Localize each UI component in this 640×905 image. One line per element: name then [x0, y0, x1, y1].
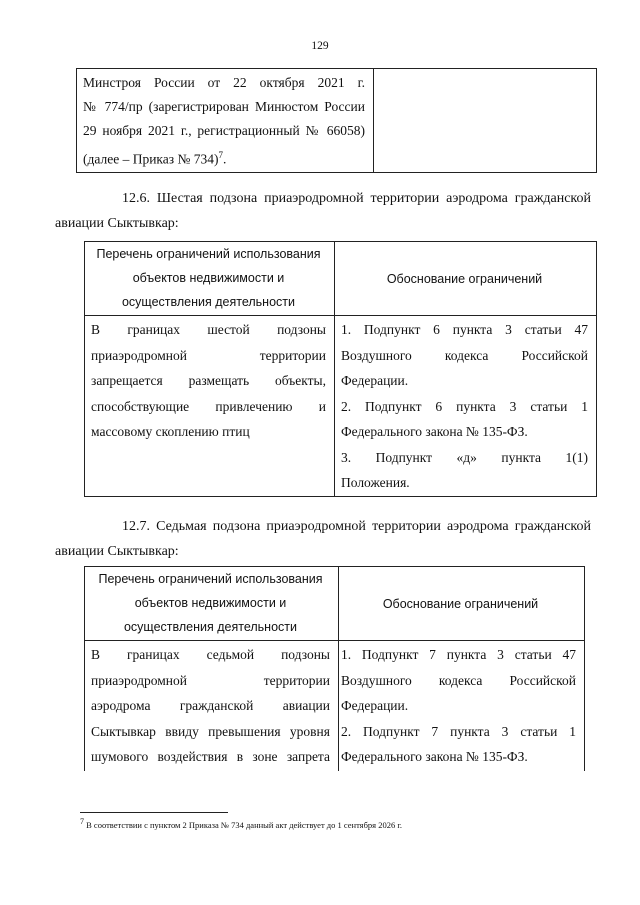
header-line: Перечень ограничений использования [96, 247, 321, 261]
continuation-line-last: (далее – Приказ № 734)$^7$. [83, 150, 227, 167]
footnote [80, 817, 402, 830]
restriction-line: шумового воздействия в зоне запрета [91, 749, 330, 764]
restrictions-cell [85, 316, 335, 497]
header-line: осуществления деятельности [123, 620, 297, 634]
footnote-text: В соответствии с пунктом 2 Приказа № 734 данный акт действует до 1 сентября 2026 г. [86, 819, 402, 830]
restriction-line: приаэродромной территории [91, 347, 326, 363]
justification-line: Федерального закона № 135-ФЗ. [341, 749, 528, 764]
header-line: Перечень ограничений использования [98, 572, 323, 586]
justification-line: Федерального закона № 135-ФЗ. [341, 424, 528, 439]
section-6-heading-line1: 12.6. Шестая подзона приаэродромной территории аэродрома гражданской [122, 191, 591, 206]
restrictions-cell [85, 641, 339, 771]
justification-line: 3. Подпункт «д» пункта 1(1) [341, 449, 588, 465]
restriction-line: массовому скоплению птиц [91, 424, 250, 439]
justification-line: Воздушного кодекса Российской [341, 347, 588, 363]
section-7-heading [55, 514, 591, 564]
restriction-line: запрещается размещать объекты, [91, 373, 326, 388]
justification-line: 1. Подпункт 7 пункта 3 статьи 47 [341, 647, 576, 662]
continuation-line: 29 ноября 2021 г., регистрационный № 66058) [83, 123, 365, 138]
column-header-justification: Обоснование ограничений [335, 242, 597, 316]
column-header-restrictions [85, 242, 335, 316]
justification-line: 2. Подпункт 7 пункта 3 статьи 1 [341, 723, 576, 739]
restriction-line: Сыктывкар ввиду превышения уровня [91, 723, 330, 739]
header-line: осуществления деятельности [121, 295, 295, 309]
header-line: объектов недвижимости и [134, 596, 287, 610]
justification-line: 2. Подпункт 6 пункта 3 статьи 1 [341, 398, 588, 414]
justification-line: Воздушного кодекса Российской [341, 672, 576, 688]
justification-cell [335, 316, 597, 497]
restriction-line: В границах шестой подзоны [91, 322, 326, 337]
continuation-line: № 774/пр (зарегистрирован Минюстом России [83, 99, 365, 114]
page-number: 129 [311, 40, 329, 52]
footnote-number: 7 [80, 817, 84, 826]
restriction-line: В границах седьмой подзоны [91, 647, 330, 662]
justification-line: Федерации. [341, 698, 409, 713]
section-6-table [84, 241, 597, 497]
restriction-line: способствующие привлечению и [91, 398, 326, 414]
section-6-heading-line2: авиации Сыктывкар: [55, 216, 179, 231]
section-7-heading-line2: авиации Сыктывкар: [55, 544, 179, 559]
justification-line: 1. Подпункт 6 пункта 3 статьи 47 [341, 322, 588, 337]
restriction-line: приаэродромной территории [91, 672, 330, 688]
header-line: объектов недвижимости и [132, 271, 285, 285]
section-7-heading-line1: 12.7. Седьмая подзона приаэродромной территории аэродрома гражданской [122, 519, 591, 534]
continuation-left-cell [77, 69, 374, 173]
section-6-heading [55, 186, 591, 236]
continuation-line: Минстроя России от 22 октября 2021 г. [83, 75, 365, 90]
continuation-right-cell [374, 69, 597, 173]
continuation-table [76, 68, 597, 173]
justification-line: Федерации. [341, 373, 409, 388]
justification-line: Положения. [341, 475, 410, 490]
column-header-restrictions [85, 567, 339, 641]
footnote-ref[interactable]: 7 [218, 150, 223, 160]
column-header-justification: Обоснование ограничений [339, 567, 585, 641]
justification-cell [339, 641, 585, 771]
section-7-table [84, 566, 585, 771]
footnote-separator [80, 812, 228, 813]
restriction-line: аэродрома гражданской авиации [91, 698, 330, 713]
